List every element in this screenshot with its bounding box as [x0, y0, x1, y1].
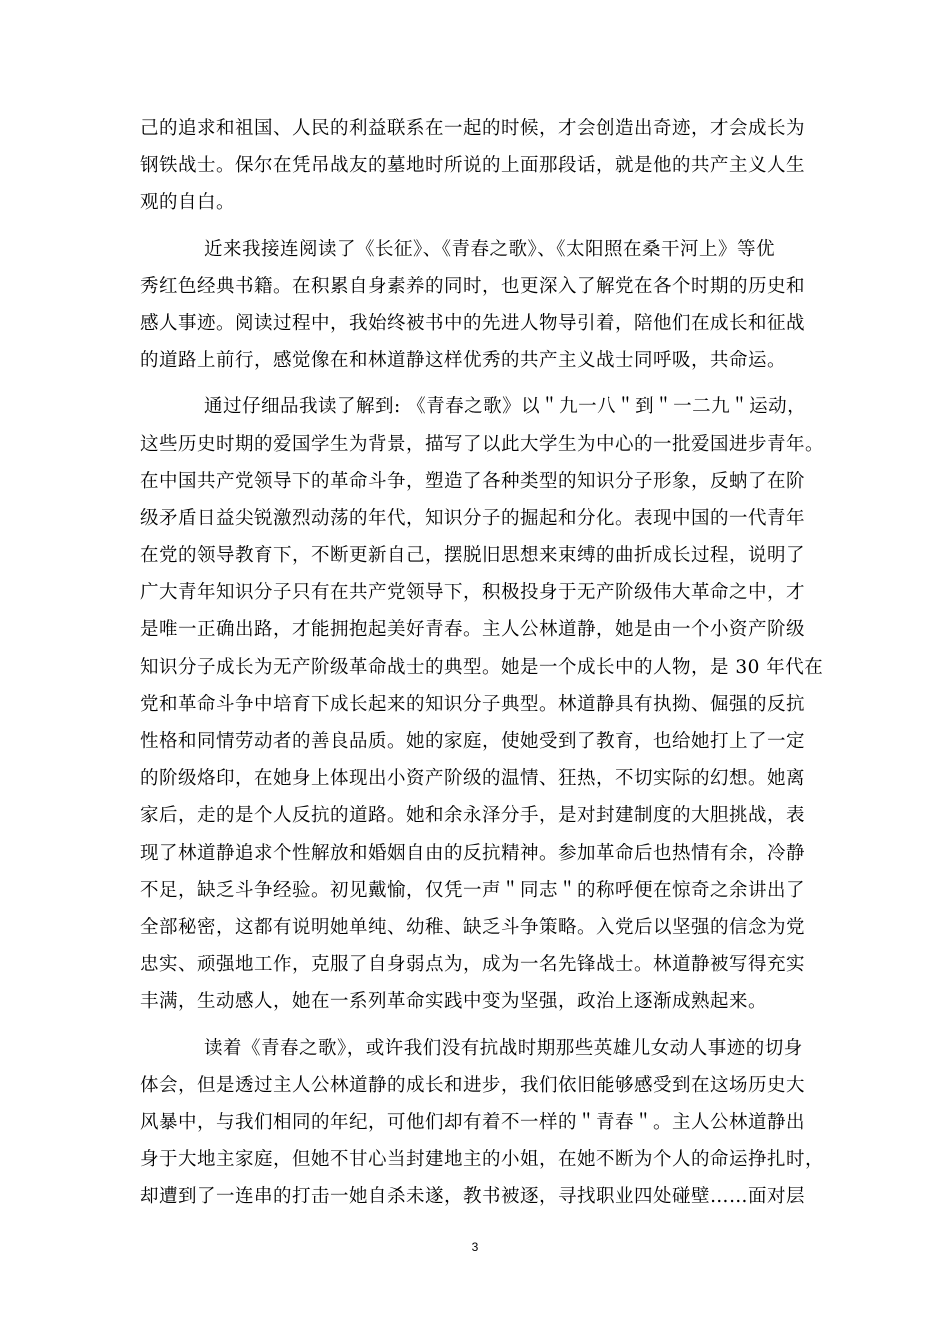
text-line: 广大青年知识分子只有在共产党领导下，积极投身于无产阶级伟大革命之中，才 [140, 582, 806, 604]
text-line: 现了林道静追求个性解放和婚姻自由的反抗精神。参加革命后也热情有余，冷静 [140, 842, 806, 864]
paragraph-2 [140, 231, 830, 380]
text-line: 钢铁战士。保尔在凭吊战友的墓地时所说的上面那段话，就是他的共产主义人生 [140, 155, 806, 177]
text-line: 知识分子成长为无产阶级革命战士的典型。她是一个成长中的人物，是 30 年代在 [140, 656, 824, 678]
text-line: 观的自白。 [140, 192, 236, 214]
text-line: 性格和同情劳动者的善良品质。她的家庭，使她受到了教育，也给她打上了一定 [140, 731, 806, 752]
text-line: 近来我接连阅读了《长征》、《青春之歌》、《太阳照在桑干河上》等优 [204, 238, 776, 260]
paragraph-1 [140, 110, 830, 222]
text-line: 感人事迹。阅读过程中，我始终被书中的先进人物导引着，陪他们在成长和征战 [140, 312, 806, 334]
text-line: 体会，但是透过主人公林道静的成长和进步，我们依旧能够感受到在这场历史大 [140, 1074, 806, 1096]
page-number: 3 [471, 1240, 479, 1254]
text-line: 读着《青春之歌》，或许我们没有抗战时期那些英雄儿女动人事迹的切身 [204, 1037, 803, 1059]
text-line: 在中国共产党领导下的革命斗争，塑造了各种类型的知识分子形象，反蚋了在阶 [140, 470, 806, 492]
text-line: 家后，走的是个人反抗的道路。她和余永泽分手，是对封建制度的大胆挑战，表 [140, 805, 806, 827]
text-line: 己的追求和祖国、人民的利益联系在一起的时候，才会创造出奇迹，才会成长为 [140, 118, 806, 139]
body-text [140, 110, 830, 1215]
text-line: 丰满，生动感人，她在一系列革命实践中变为坚强，政治上逐渐成熟起来。 [140, 991, 768, 1013]
text-line: 风暴中，与我们相同的年纪，可他们却有着不一样的＂青春＂。主人公林道静出 [140, 1111, 806, 1133]
text-line: 级矛盾日益尖锐激烈动荡的年代，知识分子的掘起和分化。表现中国的一代青年 [140, 507, 806, 529]
text-line: 这些历史时期的爱国学生为背景，描写了以此大学生为中心的一批爱国进步青年。 [140, 433, 825, 455]
paragraph-4 [140, 1030, 830, 1216]
text-line: 通过仔细品我读了解到: 《青春之歌》以＂九一八＂到＂一二九＂运动， [204, 396, 807, 418]
text-line: 秀红色经典书籍。在积累自身素养的同时，也更深入了解党在各个时期的历史和 [140, 275, 806, 297]
text-line: 身于大地主家庭，但她不甘心当封建地主的小姐，在她不断为个人的命运挣扎时， [140, 1149, 825, 1171]
text-line: 党和革命斗争中培育下成长起来的知识分子典型。林道静具有执拗、倔强的反抗 [140, 693, 806, 715]
text-line: 在党的领导教育下，不断更新自己，摆脱旧思想来束缚的曲折成长过程，说明了 [140, 545, 806, 567]
text-line: 是唯一正确出路，才能拥抱起美好青春。主人公林道静，她是由一个小资产阶级 [140, 619, 806, 641]
text-line: 不足，缺乏斗争经验。初见戴愉，仅凭一声＂同志＂的称呼便在惊奇之余讲出了 [140, 879, 806, 901]
paragraph-3 [140, 388, 830, 1020]
text-line: 却遭到了一连串的打击一她自杀未遂，教书被逐，寻找职业四处碰壁……面对层 [140, 1186, 806, 1208]
text-line: 全部秘密，这都有说明她单纯、幼稚、缺乏斗争策略。入党后以坚强的信念为党 [140, 916, 806, 938]
text-line: 忠实、顽强地工作，克服了自身弱点为，成为一名先锋战士。林道静被写得充实 [140, 954, 806, 976]
text-line: 的阶级烙印，在她身上体现出小资产阶级的温情、狂热，不切实际的幻想。她离 [140, 768, 806, 790]
text-line: 的道路上前行，感觉像在和林道静这样优秀的共产主义战士同呼吸，共命运。 [140, 350, 787, 372]
